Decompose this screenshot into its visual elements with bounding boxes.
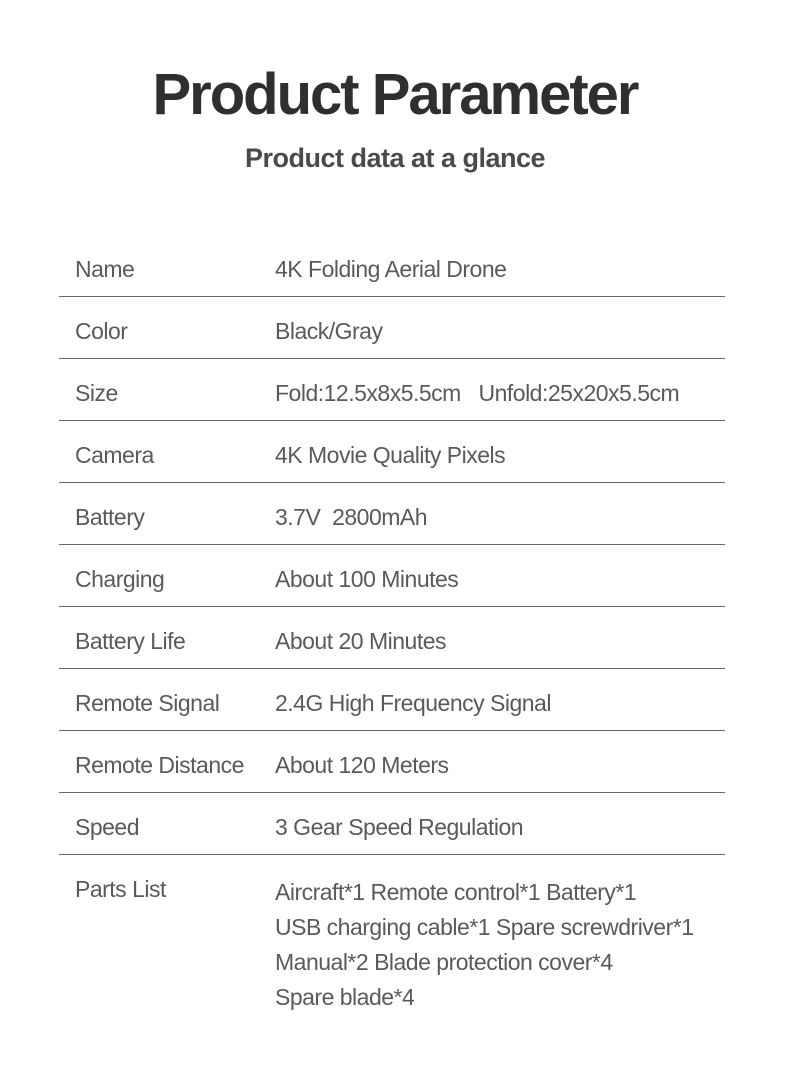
page-title: Product Parameter — [152, 62, 638, 127]
spec-value: About 120 Meters — [275, 752, 449, 778]
spec-row-size — [59, 359, 725, 421]
spec-row-battery — [59, 483, 725, 545]
spec-value: Fold:12.5x8x5.5cm Unfold:25x20x5.5cm — [275, 380, 680, 406]
spec-value: Black/Gray — [275, 318, 383, 344]
spec-label: Battery Life — [75, 628, 186, 654]
spec-value: 3 Gear Speed Regulation — [275, 814, 524, 840]
spec-label: Color — [75, 318, 128, 344]
spec-row-color — [59, 297, 725, 359]
spec-value: About 20 Minutes — [275, 628, 447, 654]
spec-value: 2.4G High Frequency Signal — [275, 690, 551, 716]
spec-table — [59, 235, 725, 1025]
spec-label: Size — [75, 380, 118, 406]
spec-row-charging — [59, 545, 725, 607]
page-subtitle: Product data at a glance — [244, 143, 546, 173]
spec-value: 4K Movie Quality Pixels — [275, 442, 506, 468]
spec-row-camera — [59, 421, 725, 483]
spec-label: Charging — [75, 566, 165, 592]
spec-row-remote-signal — [59, 669, 725, 731]
spec-row-name — [59, 235, 725, 297]
spec-value: About 100 Minutes — [275, 566, 459, 592]
parts-line: Aircraft*1 Remote control*1 Battery*1 — [275, 879, 637, 905]
spec-label: Remote Distance — [75, 752, 244, 778]
spec-value: 3.7V 2800mAh — [275, 504, 428, 530]
spec-label: Speed — [75, 814, 140, 840]
spec-row-parts-list — [59, 855, 725, 1025]
parts-line: Manual*2 Blade protection cover*4 — [275, 949, 613, 975]
spec-label: Battery — [75, 504, 145, 530]
spec-label: Name — [75, 256, 135, 282]
parts-list — [275, 875, 694, 1015]
spec-row-battery-life — [59, 607, 725, 669]
spec-row-remote-distance — [59, 731, 725, 793]
spec-label: Camera — [75, 442, 154, 468]
spec-label: Parts List — [75, 876, 166, 902]
parts-line: USB charging cable*1 Spare screwdriver*1 — [275, 914, 694, 940]
parts-line: Spare blade*4 — [275, 984, 415, 1010]
spec-value: 4K Folding Aerial Drone — [275, 256, 507, 282]
spec-row-speed — [59, 793, 725, 855]
spec-label: Remote Signal — [75, 690, 220, 716]
